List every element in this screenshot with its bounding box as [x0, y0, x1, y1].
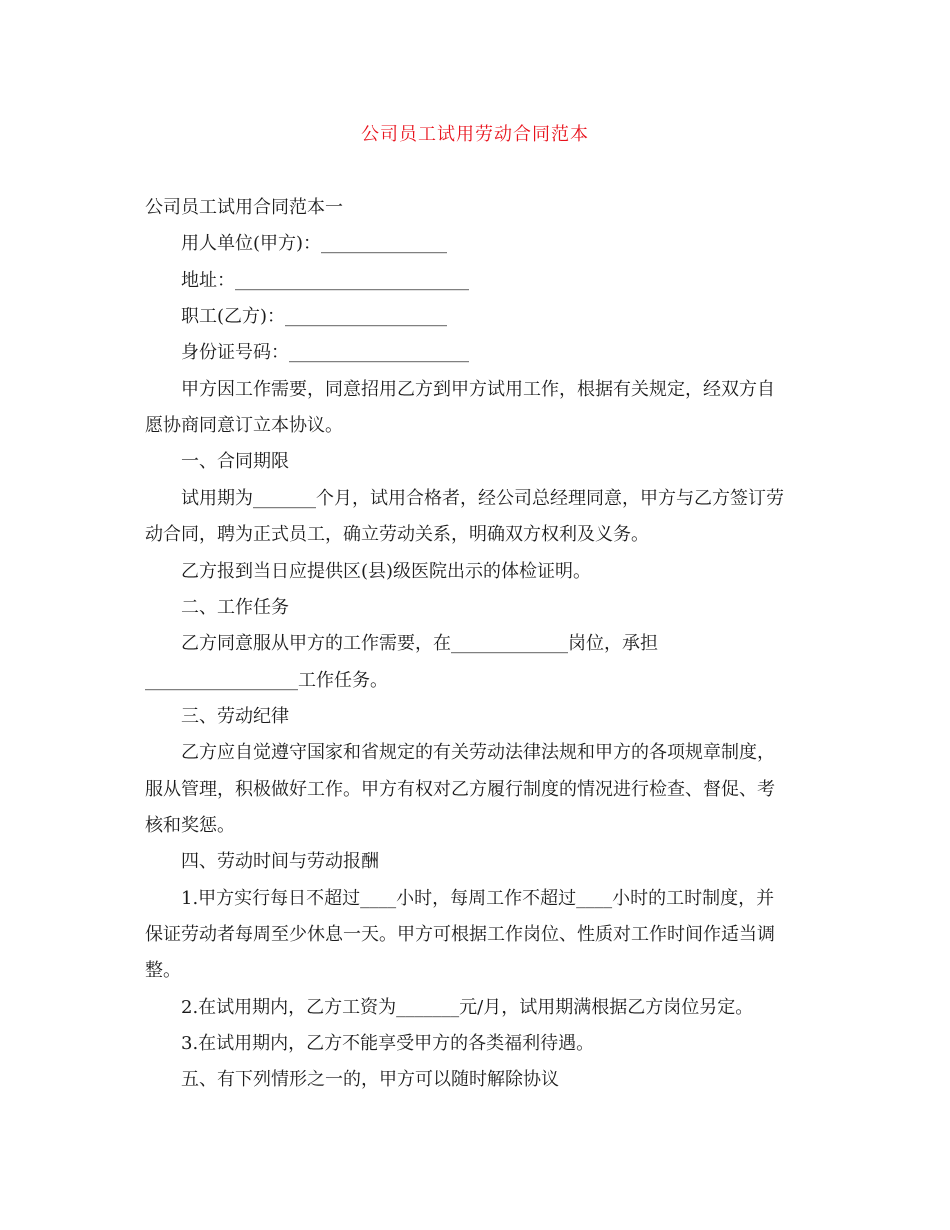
clause-heading: 二、工作任务 [181, 597, 289, 618]
document-title: 公司员工试用劳动合同范本 [361, 124, 589, 145]
paragraph-line: 乙方同意服从甲方的工作需要，在_____________岗位，承担 [181, 633, 658, 654]
paragraph-line: 1.甲方实行每日不超过____小时，每周工作不超过____小时的工时制度，并 [181, 888, 775, 909]
paragraph-line: 整。 [145, 960, 181, 981]
paragraph-line: 乙方报到当日应提供区(县)级医院出示的体检证明。 [181, 561, 592, 582]
id-number-field: 身份证号码：____________________ [181, 342, 469, 363]
paragraph-line: 愿协商同意订立本协议。 [145, 415, 343, 436]
clause-heading: 三、劳动纪律 [181, 706, 289, 727]
paragraph-line: 试用期为_______个月，试用合格者，经公司总经理同意，甲方与乙方签订劳 [181, 488, 784, 509]
paragraph-line: _________________工作任务。 [145, 670, 388, 691]
paragraph-line: 乙方应自觉遵守国家和省规定的有关劳动法律法规和甲方的各项规章制度， [181, 742, 775, 763]
paragraph-line: 服从管理，积极做好工作。甲方有权对乙方履行制度的情况进行检查、督促、考 [145, 779, 775, 800]
paragraph-line: 核和奖惩。 [145, 815, 235, 836]
employer-field: 用人单位(甲方)：______________ [181, 233, 448, 254]
paragraph-line: 甲方因工作需要，同意招用乙方到甲方试用工作，根据有关规定，经双方自 [181, 379, 775, 400]
clause-heading: 四、劳动时间与劳动报酬 [181, 851, 379, 872]
clause-heading: 一、合同期限 [181, 451, 289, 472]
paragraph-line: 保证劳动者每周至少休息一天。甲方可根据工作岗位、性质对工作时间作适当调 [145, 924, 775, 945]
paragraph-line: 2.在试用期内，乙方工资为_______元/月，试用期满根据乙方岗位另定。 [181, 997, 754, 1018]
section-heading: 公司员工试用合同范本一 [145, 197, 343, 218]
paragraph-line: 动合同，聘为正式员工，确立劳动关系，明确双方权利及义务。 [145, 524, 649, 545]
paragraph-line: 3.在试用期内，乙方不能享受甲方的各类福利待遇。 [181, 1033, 595, 1054]
employee-field: 职工(乙方)：__________________ [181, 306, 448, 327]
clause-heading: 五、有下列情形之一的，甲方可以随时解除协议 [181, 1069, 559, 1090]
address-field: 地址：__________________________ [181, 270, 469, 291]
